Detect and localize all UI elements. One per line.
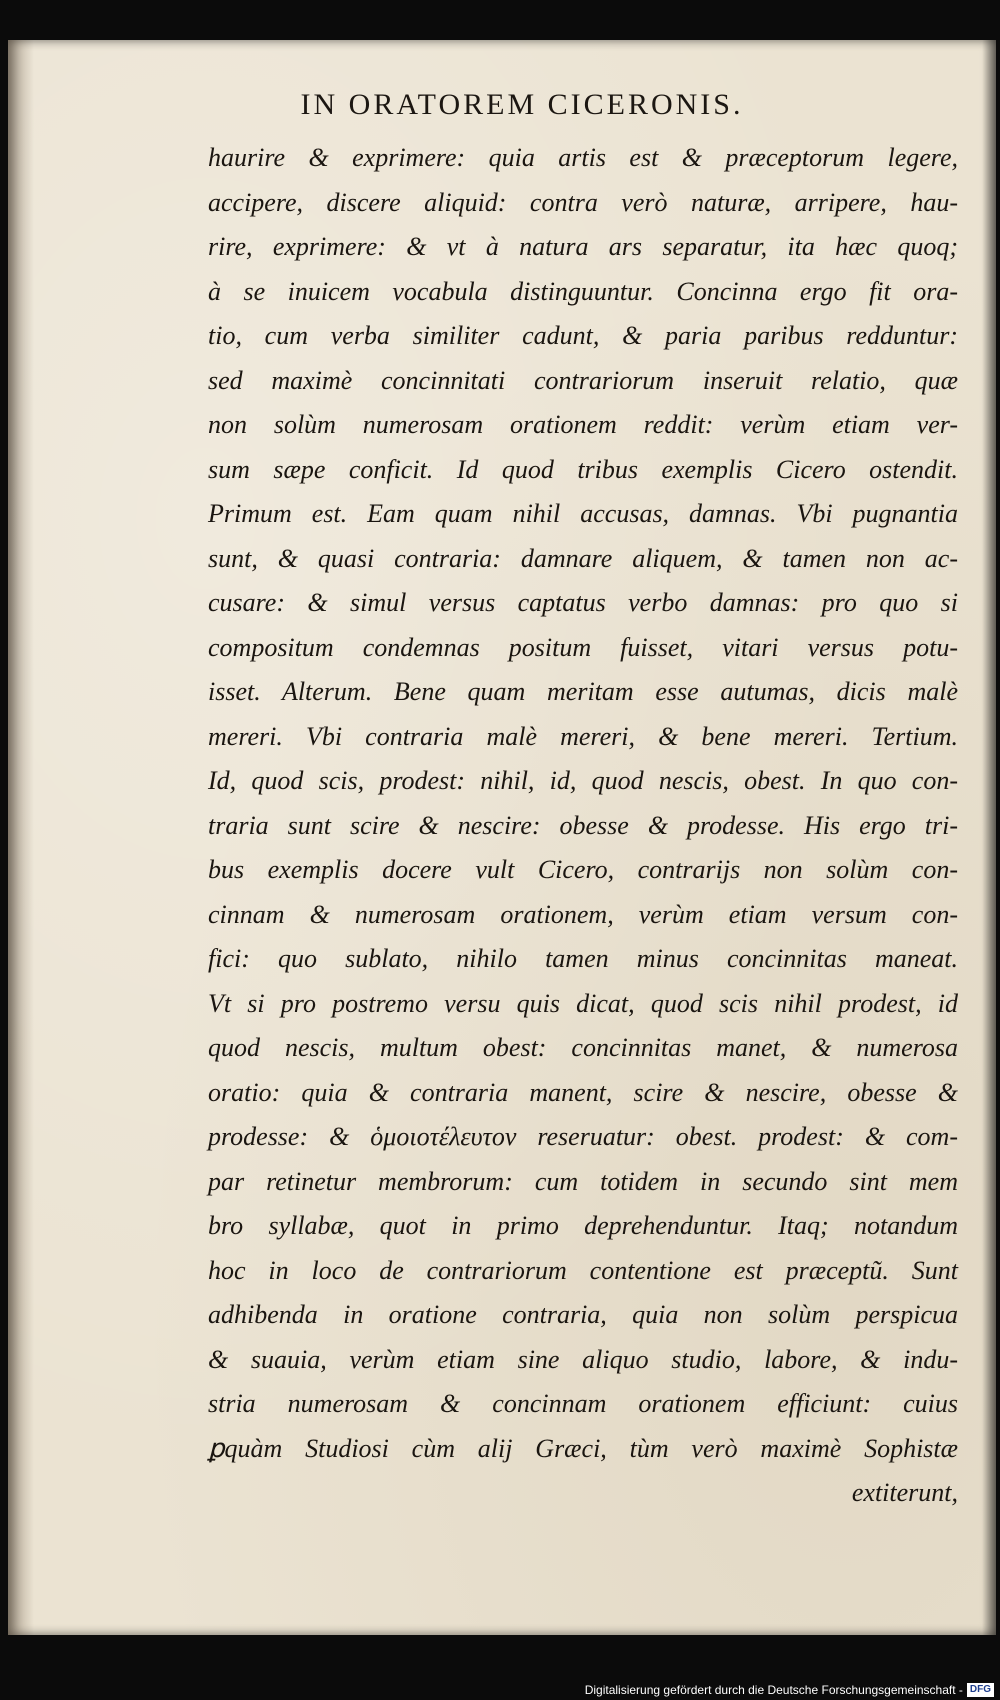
text-line: prodesse: & ὁμοιοτέλευτον reseruatur: obest. prodest: & com- bbox=[208, 1122, 958, 1151]
running-head: IN ORATOREM CICERONIS. bbox=[300, 88, 744, 121]
text-line: stria numerosam & concinnam orationem efficiunt: cuius bbox=[208, 1389, 958, 1418]
text-line: à se inuicem vocabula distinguuntur. Concinna ergo fit ora- bbox=[208, 276, 958, 306]
dfg-logo: DFG bbox=[967, 1683, 994, 1697]
footer-bar bbox=[0, 1678, 1000, 1700]
text-line: mereri. Vbi contraria malè mereri, & bene mereri. Tertium. bbox=[208, 721, 958, 751]
text-line: hoc in loco de contrariorum contentione est præceptũ. Sunt bbox=[208, 1255, 958, 1285]
text-line: par retinetur membrorum: cum totidem in secundo sint mem bbox=[208, 1166, 958, 1196]
catchword: extiterunt, bbox=[851, 1478, 958, 1507]
body-text bbox=[208, 136, 958, 1516]
text-line: cusare: & simul versus captatus verbo damnas: pro quo si bbox=[208, 588, 958, 617]
text-line: Id, quod scis, prodest: nihil, id, quod nescis, obest. In quo con- bbox=[208, 766, 958, 795]
text-line: tio, cum verba similiter cadunt, & paria paribus redduntur: bbox=[208, 321, 958, 350]
text-line: compositum condemnas positum fuisset, vitari versus potu- bbox=[208, 632, 958, 662]
text-line: adhibenda in oratione contraria, quia non solùm perspicua bbox=[208, 1300, 958, 1329]
text-line: & suauia, verùm etiam sine aliquo studio, labore, & indu- bbox=[208, 1344, 958, 1374]
funding-credit bbox=[585, 1683, 994, 1697]
text-line: rire, exprimere: & vt à natura ars separatur, ita hæc quoq; bbox=[208, 232, 958, 261]
text-line: bus exemplis docere vult Cicero, contrarijs non solùm con- bbox=[208, 855, 958, 884]
text-line: sum sæpe conficit. Id quod tribus exemplis Cicero ostendit. bbox=[208, 454, 958, 484]
text-line: ꝑquàm Studiosi cùm alij Græci, tùm verò maximè Sophistæ bbox=[208, 1433, 958, 1463]
text-line: fici: quo sublato, nihilo tamen minus concinnitas maneat. bbox=[208, 944, 958, 973]
text-line: bro syllabæ, quot in primo deprehenduntur. Itaq; notandum bbox=[208, 1211, 958, 1240]
text-line: isset. Alterum. Bene quam meritam esse autumas, dicis malè bbox=[208, 677, 958, 706]
text-line: oratio: quia & contraria manent, scire & nescire, obesse & bbox=[208, 1077, 958, 1107]
gutter-shadow bbox=[8, 40, 34, 1635]
text-line: quod nescis, multum obest: concinnitas manet, & numerosa bbox=[208, 1033, 958, 1062]
text-line: haurire & exprimere: quia artis est & præceptorum legere, bbox=[208, 143, 958, 172]
text-line: sunt, & quasi contraria: damnare aliquem, & tamen non ac- bbox=[208, 543, 958, 573]
text-line: sed maximè concinnitati contrariorum inseruit relatio, quæ bbox=[208, 365, 958, 395]
text-line: Vt si pro postremo versu quis dicat, quod scis nihil prodest, id bbox=[208, 988, 958, 1018]
text-line: traria sunt scire & nescire: obesse & prodesse. His ergo tri- bbox=[208, 810, 958, 840]
page-edge bbox=[982, 40, 996, 1635]
text-line: cinnam & numerosam orationem, verùm etiam versum con- bbox=[208, 899, 958, 929]
text-line: non solùm numerosam orationem reddit: verùm etiam ver- bbox=[208, 410, 958, 439]
book-page bbox=[8, 40, 996, 1635]
text-line: Primum est. Eam quam nihil accusas, damnas. Vbi pugnantia bbox=[208, 499, 958, 528]
text-line: accipere, discere aliquid: contra verò naturæ, arripere, hau- bbox=[208, 187, 958, 217]
credit-text: Digitalisierung gefördert durch die Deutsche Forschungsgemeinschaft - bbox=[584, 1683, 963, 1697]
